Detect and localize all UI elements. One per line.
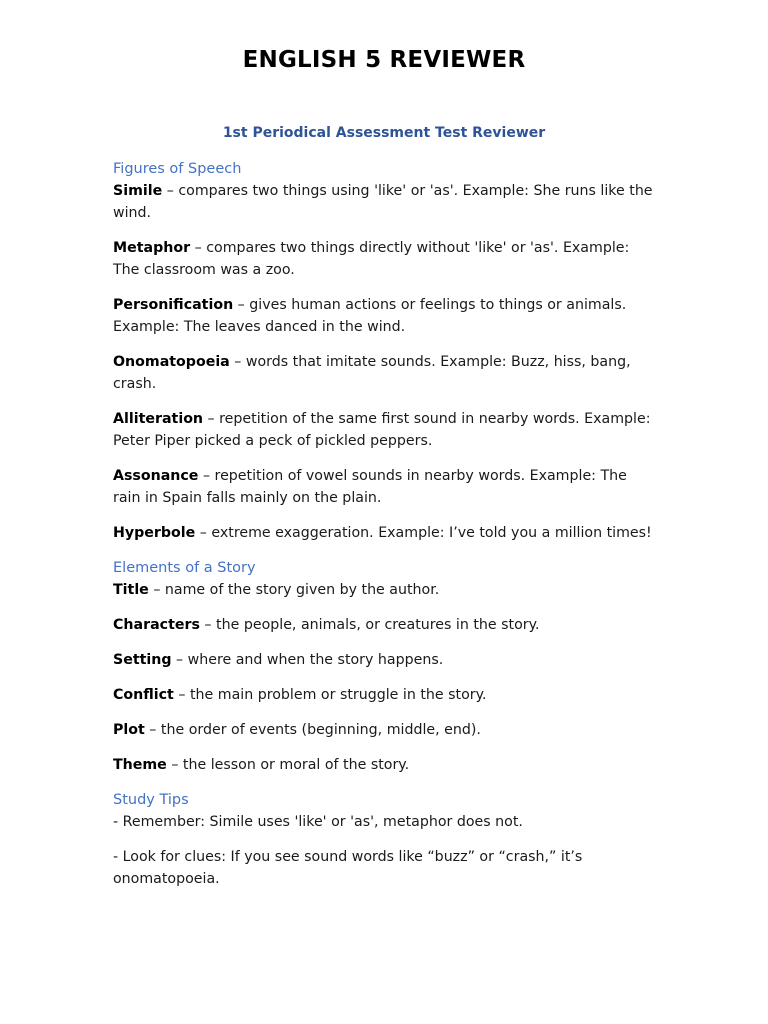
entry-characters (113, 614, 658, 636)
section-heading-elements-of-a-story: Elements of a Story (113, 560, 256, 576)
definition: – extreme exaggeration. Example: I’ve told you a million times! (195, 525, 652, 541)
definition: – repetition of the same first sound in nearby words. Example: Peter Piper picked a peck of pickled peppers. (113, 411, 651, 449)
tip-item: - Look for clues: If you see sound words like “buzz” or “crash,” it’s onomatopoeia. (113, 849, 583, 887)
definition: – the lesson or moral of the story. (166, 757, 410, 773)
term: Title (113, 582, 149, 598)
term: Simile (113, 183, 163, 199)
tip-item: - Remember: Simile uses 'like' or 'as', metaphor does not. (113, 814, 523, 830)
term: Theme (113, 757, 167, 773)
term: Metaphor (113, 240, 191, 256)
definition: – gives human actions or feelings to things or animals. Example: The leaves danced in the wind. (113, 297, 627, 335)
term: Characters (113, 617, 200, 633)
entry-personification (113, 294, 658, 338)
entry-theme (113, 754, 658, 776)
entry-alliteration (113, 408, 658, 452)
definition: – compares two things directly without 'like' or 'as'. Example: The classroom was a zoo. (113, 240, 630, 278)
section-heading-figures-of-speech: Figures of Speech (113, 161, 242, 177)
definition: – where and when the story happens. (171, 652, 444, 668)
entry-metaphor (113, 237, 658, 281)
term: Personification (113, 297, 234, 313)
term: Assonance (113, 468, 199, 484)
definition: – the main problem or struggle in the story. (173, 687, 487, 703)
term: Setting (113, 652, 172, 668)
definition: – repetition of vowel sounds in nearby words. Example: The rain in Spain falls mainly on the plain. (113, 468, 627, 506)
term: Plot (113, 722, 145, 738)
entry-plot (113, 719, 658, 741)
definition: – the order of events (beginning, middle, end). (144, 722, 481, 738)
term: Conflict (113, 687, 174, 703)
entry-assonance (113, 465, 658, 509)
entry-simile (113, 180, 658, 224)
entry-title (113, 579, 658, 601)
definition: – name of the story given by the author. (148, 582, 440, 598)
entry-conflict (113, 684, 658, 706)
definition: – compares two things using 'like' or 'as'. Example: She runs like the wind. (113, 183, 653, 221)
term: Hyperbole (113, 525, 196, 541)
term: Alliteration (113, 411, 204, 427)
document-title: ENGLISH 5 REVIEWER (242, 47, 526, 73)
document-subtitle: 1st Periodical Assessment Test Reviewer (222, 125, 546, 141)
term: Onomatopoeia (113, 354, 230, 370)
definition: – the people, animals, or creatures in the story. (199, 617, 540, 633)
document-body (113, 158, 658, 903)
section-heading-study-tips: Study Tips (113, 792, 189, 808)
entry-onomatopoeia (113, 351, 658, 395)
definition: – words that imitate sounds. Example: Buzz, hiss, bang, crash. (113, 354, 631, 392)
entry-hyperbole (113, 522, 658, 544)
entry-setting (113, 649, 658, 671)
